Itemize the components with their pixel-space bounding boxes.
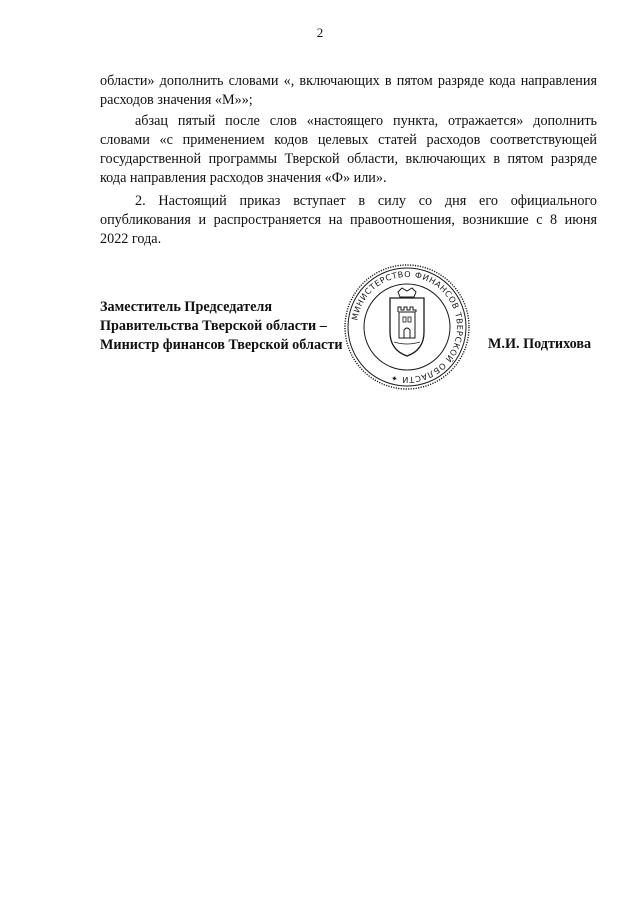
- position-line-3: Министр финансов Тверской области: [100, 337, 343, 353]
- seal-ring-text: МИНИСТЕРСТВО ФИНАНСОВ ТВЕРСКОЙ ОБЛАСТИ ✦: [349, 268, 466, 386]
- page-number: 2: [316, 25, 324, 40]
- paragraph-3: 2. Настоящий приказ вступает в силу со дня его официального опубликования и распространяется на правоотношения, возникшие с 8 июня 2022 года.: [100, 193, 597, 247]
- seal-outer-circle: [348, 268, 466, 386]
- paragraph-1: области» дополнить словами «, включающих в пятом разряде кода направления расходов значения «М»»;: [100, 73, 597, 108]
- official-seal: [342, 262, 472, 392]
- position-line-2: Правительства Тверской области –: [100, 318, 327, 334]
- signatory-name: М.И. Подтихова: [488, 336, 592, 352]
- coat-of-arms-icon: [390, 288, 424, 356]
- signatory-position: [100, 298, 343, 355]
- paragraph-2: абзац пятый после слов «настоящего пункта, отражается» дополнить словами «с применением кодов целевых статей расходов соответствующей государственной программы Тверской области, включающих в пятом разряде кода направления расходов значения «Ф» или».: [100, 113, 597, 186]
- position-line-1: Заместитель Председателя: [100, 299, 273, 315]
